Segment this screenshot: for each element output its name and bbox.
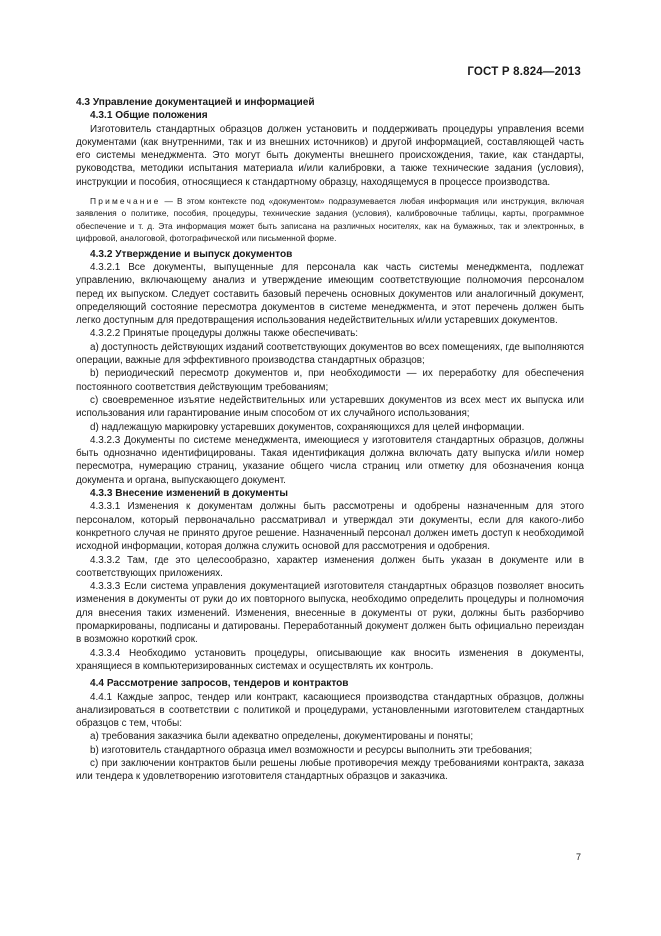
subsection-heading-4-3-1: 4.3.1 Общие положения	[90, 110, 208, 122]
section-heading-4-3: 4.3 Управление документацией и информацией	[76, 97, 315, 108]
page-number: 7	[575, 852, 581, 862]
paragraph-4-3-2-1: 4.3.2.1 Все документы, выпущенные для персонала как часть системы менеджмента, подлежат управлению, включающему анализ и утверждение имеющим соответствующие полномочия персоналом перед их выпуском. Следует составить базовый перечень основных документов или аналогичный документ, определяющий состояние пересмотра документов в системе менеджмента, и этот перечень должен быть легко доступным для предотвращения использования недействительных и/или устаревших документов.	[76, 262, 584, 327]
paragraph-4-4-1: 4.4.1 Каждые запрос, тендер или контракт, касающиеся производства стандартных образцов, должны анализироваться в соответствии с политикой и процедурами, установленными изготовителем стандартных образцов с тем, чтобы:	[76, 691, 584, 730]
list-item-b: b) изготовитель стандартного образца имел возможности и ресурсы выполнить эти требования;	[90, 744, 533, 756]
note-label: Примечание	[90, 196, 161, 207]
list-item-a: а) требования заказчика были адекватно определены, документированы и поняты;	[90, 731, 474, 743]
paragraph-4-3-1: Изготовитель стандартных образцов должен установить и поддерживать процедуры управления всеми документами (как внутренними, так и из внешних источников) и другой информацией, составляющей часть его системы менеджмента. Это могут быть документы внешнего происхождения, такие, как стандарты, руководства, методики испытания материала и/или калибровки, а также технические задания (условия), инструкции и пособия, относящиеся к стандартному образцу, находящемуся в процессе производства.	[76, 123, 584, 188]
note	[76, 195, 584, 245]
paragraph-4-3-2-3: 4.3.2.3 Документы по системе менеджмента, имеющиеся у изготовителя стандартных образцов, должны быть однозначно идентифицированы. Такая идентификация должна включать дату выпуска и/или номер пересмотра, нумерацию страниц, указание общего числа страниц или отметку для обозначения конца документа и органа, выпускающего документ.	[76, 434, 584, 486]
list-item-c: с) своевременное изъятие недействительных или устаревших документов из всех мест их выпуска или использования или гарантирование иным способом от их случайного использования;	[76, 394, 584, 420]
document-body	[76, 94, 584, 784]
document-code: ГОСТ Р 8.824—2013	[467, 66, 581, 78]
section-heading-4-4: 4.4 Рассмотрение запросов, тендеров и контрактов	[90, 678, 349, 690]
paragraph-4-3-3-1: 4.3.3.1 Изменения к документам должны быть рассмотрены и одобрены назначенным для этого персоналом, который первоначально рассматривал и утверждал эти документы, если для какого-либо конкретного случая не принято другое решение. Назначенный персонал должен иметь доступ к необходимой исходной информации, которая должна служить основой для рассмотрения и одобрения.	[76, 501, 584, 553]
paragraph-4-3-3-2: 4.3.3.2 Там, где это целесообразно, характер изменения должен быть указан в документе или в соответствующих приложениях.	[76, 554, 584, 579]
note-text: — В этом контексте под «документом» подразумевается любая информация или инструкция, включая заявления о политике, пособия, процедуры, технические задания (условия), калибровочные таблицы, карты, программное обеспечение и т. д. Эта информация может быть записана на различных носителях, как на бумажных, так и электронных, в цифровой, аналоговой, фотографической или письменной форме.	[76, 196, 584, 244]
list-item-c: с) при заключении контрактов были решены любые противоречия между требованиями контракта, заказа или тендера к удовлетворению изготовителя стандартных образцов и заказчика.	[76, 757, 584, 783]
paragraph-4-3-3-3: 4.3.3.3 Если система управления документацией изготовителя стандартных образцов позволяет вносить изменения в документы от руки до их повторного выпуска, необходимо определить процедуры и полномочия для внесения таких изменений. Изменения, внесенные в документы от руки, должны быть разборчиво промаркированы, подписаны и датированы. Переработанный документ должен быть официально переиздан в возможно короткий срок.	[76, 581, 584, 646]
subsection-heading-4-3-2: 4.3.2 Утверждение и выпуск документов	[90, 248, 293, 260]
list-item-b: b) периодический пересмотр документов и, при необходимости — их переработку для обеспечения постоянного соответствия действующим требованиям;	[76, 368, 584, 393]
paragraph-4-3-2-2: 4.3.2.2 Принятые процедуры должны также обеспечивать:	[90, 328, 359, 340]
list-item-d: d) надлежащую маркировку устаревших документов, сохраняющихся для целей информации.	[90, 421, 525, 433]
paragraph-4-3-3-4: 4.3.3.4 Необходимо установить процедуры, описывающие как вносить изменения в документы, хранящиеся в компьютеризированных системах и осуществлять их контроль.	[76, 647, 584, 672]
subsection-heading-4-3-3: 4.3.3 Внесение изменений в документы	[90, 488, 288, 500]
list-item-a: а) доступность действующих изданий соответствующих документов во всех помещениях, где выполняются операции, важные для эффективного производства стандартных образцов;	[76, 341, 584, 367]
